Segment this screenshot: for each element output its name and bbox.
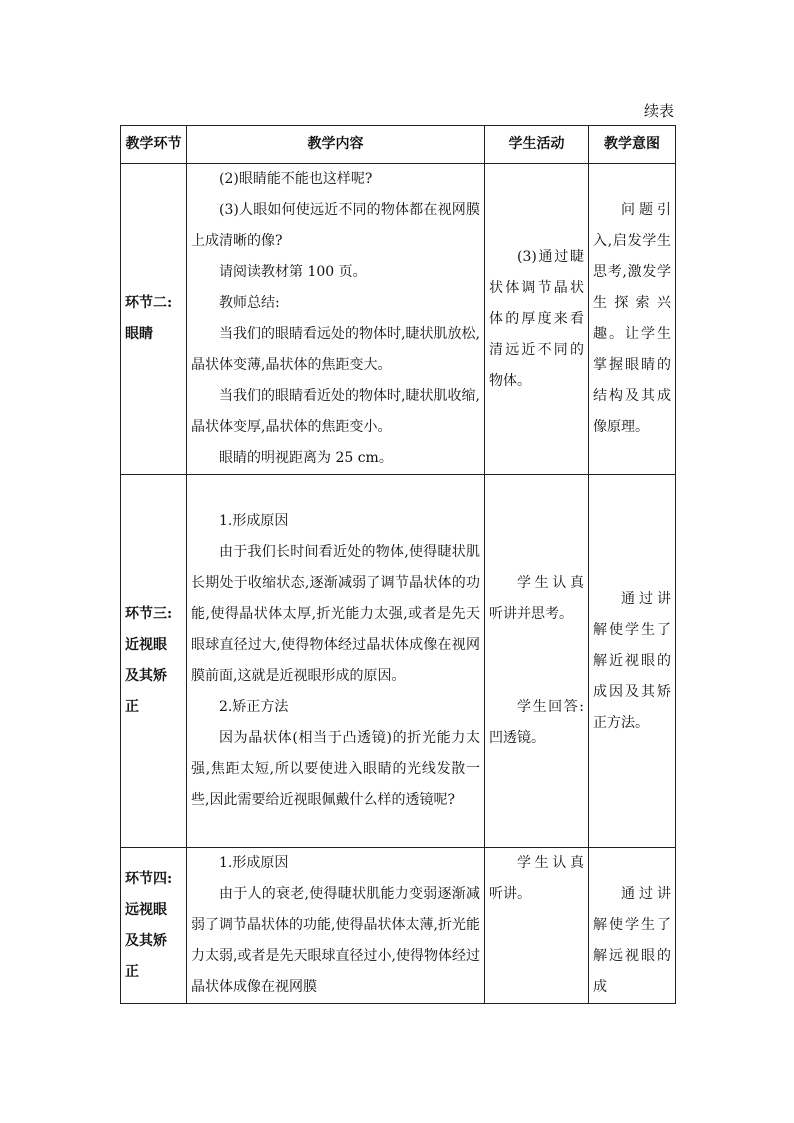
content-cell [187,475,485,848]
content-paragraph: 由于我们长时间看近处的物体,使得睫状肌长期处于收缩状态,逐渐减弱了调节晶状体的功能,使得晶状体太厚,折光能力太强,或者是先天眼球直径过大,使得物体经过晶状体成像在视网膜前面,这就是近视眼形成的原因。 [191,544,480,684]
section-cell [121,164,187,475]
section-label: 环节四: [125,870,173,887]
section-label: 正 [125,699,139,715]
intent-text: 问题引入,启发学生思考,激发学生探索兴趣。让学生掌握眼睛的结构及其成像原理。 [593,202,671,435]
activity-text: 学生认真听讲并思考。 [489,575,584,622]
content-cell [187,164,485,475]
content-paragraph: 请阅读教材第 100 页。 [219,264,367,280]
header-intent: 教学意图 [589,126,676,164]
intent-cell [589,475,676,848]
activity-text: (3)通过睫状体调节晶状体的厚度来看清远近不同的物体。 [489,248,584,389]
continued-label: 续表 [643,102,674,120]
header-row [121,126,676,164]
section-label: 远视眼 [125,901,167,918]
section-label: 眼睛 [125,326,153,342]
table-row [121,848,676,1004]
content-paragraph: (2)眼睛能不能也这样呢? [219,171,373,187]
section-label: 及其矫 [125,932,167,949]
header-activity: 学生活动 [485,126,589,164]
activity-cell [485,475,589,848]
header-content: 教学内容 [187,126,485,164]
intent-cell [589,848,676,1004]
header-stage: 教学环节 [121,126,187,164]
intent-cell [589,164,676,475]
intent-text: 通过讲解使学生了解远视眼的成 [593,886,671,995]
content-paragraph: (3)人眼如何使远近不同的物体都在视网膜上成清晰的像? [191,202,480,249]
content-paragraph: 2.矫正方法 [219,699,289,715]
content-paragraph: 因为晶状体(相当于凸透镜)的折光能力太强,焦距太短,所以要使进入眼睛的光线发散一些,因此需要给近视眼佩戴什么样的透镜呢? [191,730,480,808]
content-paragraph: 1.形成原因 [219,513,289,529]
table-row [121,475,676,848]
activity-cell [485,164,589,475]
content-paragraph: 当我们的眼睛看近处的物体时,睫状肌收缩,晶状体变厚,晶状体的焦距变小。 [191,388,480,435]
section-cell [121,475,187,848]
table-row [121,164,676,475]
activity-text: 学生回答:凹透镜。 [489,699,584,746]
content-paragraph: 眼睛的明视距离为 25 cm。 [219,450,393,466]
section-cell [121,848,187,1004]
activity-text: 学生认真听讲。 [489,855,584,902]
intent-text: 通过讲解使学生了解近视眼的成因及其矫正方法。 [593,590,671,731]
section-label: 正 [125,963,139,980]
content-paragraph: 1.形成原因 [219,855,289,871]
section-label: 环节二: [125,295,173,311]
lesson-plan-table [120,125,676,1004]
section-label: 及其矫 [125,668,167,684]
content-paragraph: 当我们的眼睛看远处的物体时,睫状肌放松,晶状体变薄,晶状体的焦距变大。 [191,326,480,373]
content-paragraph: 由于人的衰老,使得睫状肌能力变弱逐渐减弱了调节晶状体的功能,使得晶状体太薄,折光能力太弱,或者是先天眼球直径过小,使得物体经过晶状体成像在视网膜 [191,886,480,995]
content-paragraph: 教师总结: [219,295,280,311]
content-cell [187,848,485,1004]
activity-cell [485,848,589,1004]
section-label: 环节三: [125,606,173,622]
section-label: 近视眼 [125,637,167,653]
